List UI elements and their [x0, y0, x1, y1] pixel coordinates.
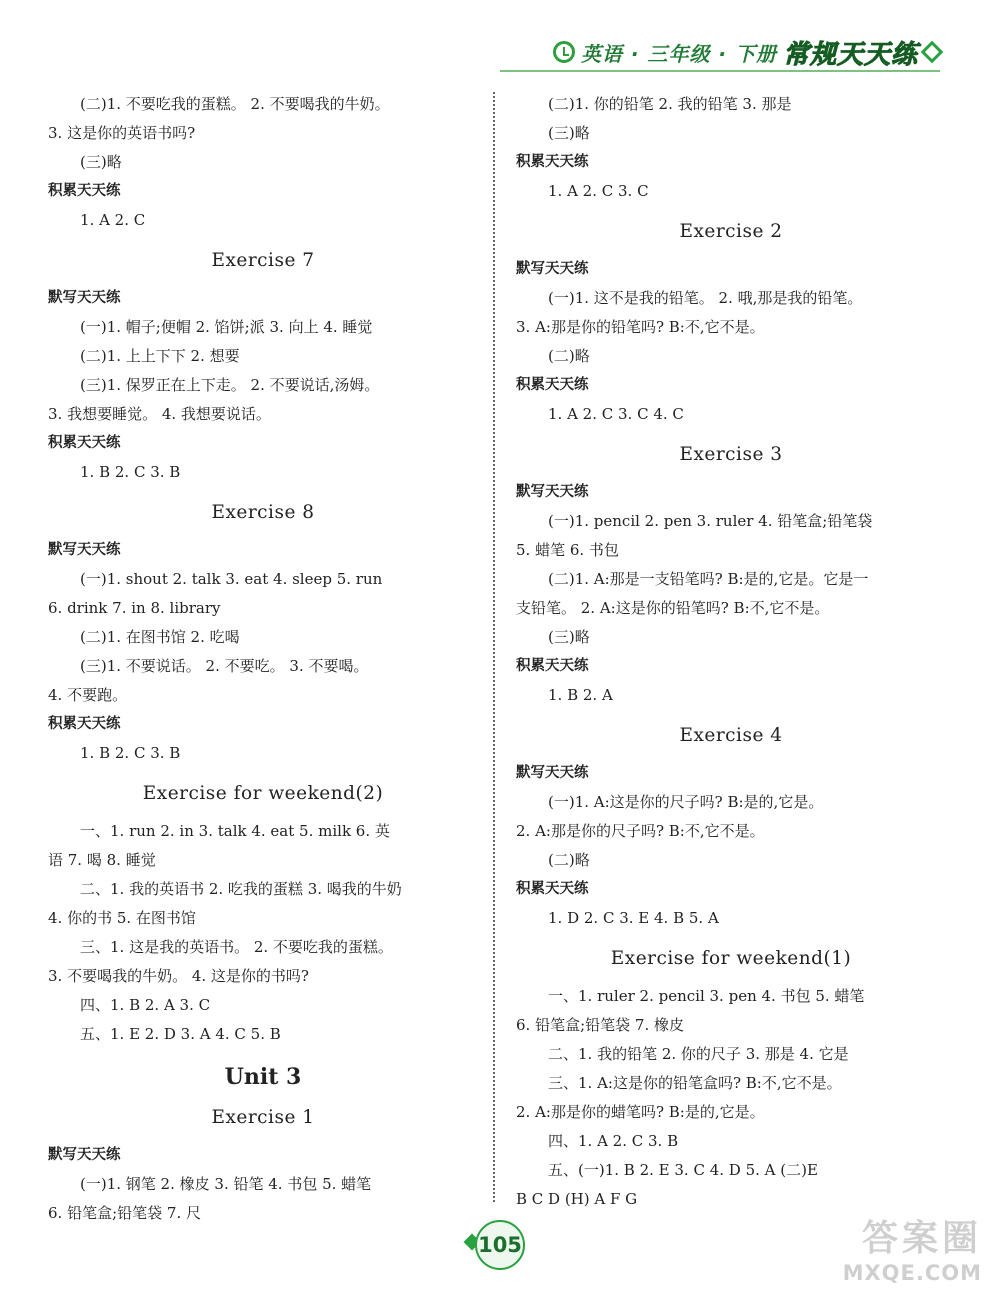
answer-line: 6. 铅笔盒;铅笔袋 7. 尺	[48, 1204, 201, 1222]
exercise-title: Exercise for weekend(2)	[142, 783, 384, 804]
watermark-bottom: MXQE.COM	[842, 1261, 982, 1285]
answer-line: 4. 你的书 5. 在图书馆	[48, 909, 196, 927]
exercise-title: Exercise 1	[211, 1107, 315, 1128]
watermark-top: 答案圈	[861, 1218, 982, 1259]
answer-line: 四、1. A 2. C 3. B	[548, 1132, 679, 1150]
answer-line: (二)1. 在图书馆 2. 吃喝	[80, 628, 240, 646]
section-heading: 积累天天练	[516, 881, 589, 897]
answer-line: (三)略	[80, 153, 122, 171]
answer-line: B C D (H) A F G	[516, 1190, 638, 1208]
section-heading: 默写天天练	[516, 484, 589, 500]
section-heading: 积累天天练	[516, 154, 589, 170]
answer-line: (二)略	[548, 347, 590, 365]
answer-line: 五、(一)1. B 2. E 3. C 4. D 5. A (二)E	[548, 1161, 818, 1179]
answer-line: (一)1. pencil 2. pen 3. ruler 4. 铅笔盒;铅笔袋	[548, 512, 873, 530]
exercise-title: Exercise 7	[211, 250, 315, 271]
answer-line: 一、1. ruler 2. pencil 3. pen 4. 书包 5. 蜡笔	[548, 987, 865, 1005]
answer-line: 1. B 2. A	[548, 686, 613, 704]
answer-line: 三、1. A:这是你的铅笔盒吗? B:不,它不是。	[548, 1074, 842, 1092]
answer-line: (一)1. A:这是你的尺子吗? B:是的,它是。	[548, 793, 824, 811]
answer-line: 6. drink 7. in 8. library	[48, 599, 221, 617]
section-heading: 默写天天练	[48, 290, 121, 306]
answer-line: (二)略	[548, 851, 590, 869]
answer-line: (三)1. 保罗正在上下走。 2. 不要说话,汤姆。	[80, 376, 380, 394]
section-heading: 默写天天练	[516, 765, 589, 781]
answer-line: (一)1. 帽子;便帽 2. 馅饼;派 3. 向上 4. 睡觉	[80, 318, 373, 336]
section-heading: 默写天天练	[48, 1147, 121, 1163]
answer-line: 四、1. B 2. A 3. C	[80, 996, 211, 1014]
answer-line: (二)1. 不要吃我的蛋糕。 2. 不要喝我的牛奶。	[80, 95, 390, 113]
section-heading: 积累天天练	[48, 435, 121, 451]
answer-line: 三、1. 这是我的英语书。 2. 不要吃我的蛋糕。	[80, 938, 393, 956]
answer-line: (一)1. 这不是我的铅笔。 2. 哦,那是我的铅笔。	[548, 289, 863, 307]
answer-line: 3. 不要喝我的牛奶。 4. 这是你的书吗?	[48, 967, 309, 985]
answer-line: 一、1. run 2. in 3. talk 4. eat 5. milk 6. 英	[80, 822, 390, 840]
section-heading: 积累天天练	[516, 377, 589, 393]
answer-line: 1. A 2. C 3. C 4. C	[548, 405, 684, 423]
header-rule	[500, 70, 940, 72]
section-heading: 积累天天练	[48, 183, 121, 199]
answer-line: 1. A 2. C	[80, 211, 146, 229]
exercise-title: Exercise 3	[679, 444, 783, 465]
answer-line: (三)1. 不要说话。 2. 不要吃。 3. 不要喝。	[80, 657, 369, 675]
answer-line: (一)1. shout 2. talk 3. eat 4. sleep 5. run	[80, 570, 383, 588]
answer-line: 3. 这是你的英语书吗?	[48, 124, 196, 142]
answer-line: (一)1. 钢笔 2. 橡皮 3. 铅笔 4. 书包 5. 蜡笔	[80, 1175, 372, 1193]
watermark-logo	[752, 1210, 982, 1290]
answer-line: 1. A 2. C 3. C	[548, 182, 649, 200]
answer-line: (三)略	[548, 628, 590, 646]
answer-line: 6. 铅笔盒;铅笔袋 7. 橡皮	[516, 1016, 684, 1034]
exercise-title: Exercise for weekend(1)	[610, 948, 852, 969]
answer-line: 5. 蜡笔 6. 书包	[516, 541, 619, 559]
section-heading: 默写天天练	[48, 542, 121, 558]
answer-line: 2. A:那是你的蜡笔吗? B:是的,它是。	[516, 1103, 765, 1121]
answer-line: 二、1. 我的英语书 2. 吃我的蛋糕 3. 喝我的牛奶	[80, 880, 402, 898]
answer-line: 1. B 2. C 3. B	[80, 463, 181, 481]
header-subtitle: 英语 · 三年级 · 下册	[580, 41, 777, 66]
exercise-title: Exercise 4	[679, 725, 783, 746]
answer-line: 3. 我想要睡觉。 4. 我想要说话。	[48, 405, 271, 423]
section-heading: 积累天天练	[48, 716, 121, 732]
answer-line: (三)略	[548, 124, 590, 142]
right-column	[516, 90, 946, 1214]
column-divider	[493, 92, 495, 1202]
header-banner	[553, 34, 940, 70]
answer-line: 1. B 2. C 3. B	[80, 744, 181, 762]
section-heading: 默写天天练	[516, 261, 589, 277]
section-heading: 积累天天练	[516, 658, 589, 674]
answer-line: 3. A:那是你的铅笔吗? B:不,它不是。	[516, 318, 765, 336]
left-column	[48, 90, 478, 1228]
header-title: 常规天天练	[782, 39, 918, 70]
exercise-title: Exercise 8	[211, 502, 315, 523]
answer-line: 2. A:那是你的尺子吗? B:不,它不是。	[516, 822, 765, 840]
answer-line: 语 7. 喝 8. 睡觉	[48, 851, 156, 869]
exercise-title: Exercise 2	[679, 221, 783, 242]
answer-line: 支铅笔。 2. A:这是你的铅笔吗? B:不,它不是。	[516, 599, 830, 617]
answer-line: (二)1. 你的铅笔 2. 我的铅笔 3. 那是	[548, 95, 792, 113]
unit-title: Unit 3	[224, 1064, 302, 1090]
answer-line: 二、1. 我的铅笔 2. 你的尺子 3. 那是 4. 它是	[548, 1045, 849, 1063]
answer-line: (二)1. 上上下下 2. 想要	[80, 347, 240, 365]
diamond-icon	[921, 41, 944, 64]
page-number: 105	[475, 1220, 525, 1270]
answer-line: 1. D 2. C 3. E 4. B 5. A	[548, 909, 719, 927]
answer-line: 五、1. E 2. D 3. A 4. C 5. B	[80, 1025, 281, 1043]
answer-line: (二)1. A:那是一支铅笔吗? B:是的,它是。它是一	[548, 570, 869, 588]
clock-icon	[553, 41, 575, 63]
answer-line: 4. 不要跑。	[48, 686, 128, 704]
